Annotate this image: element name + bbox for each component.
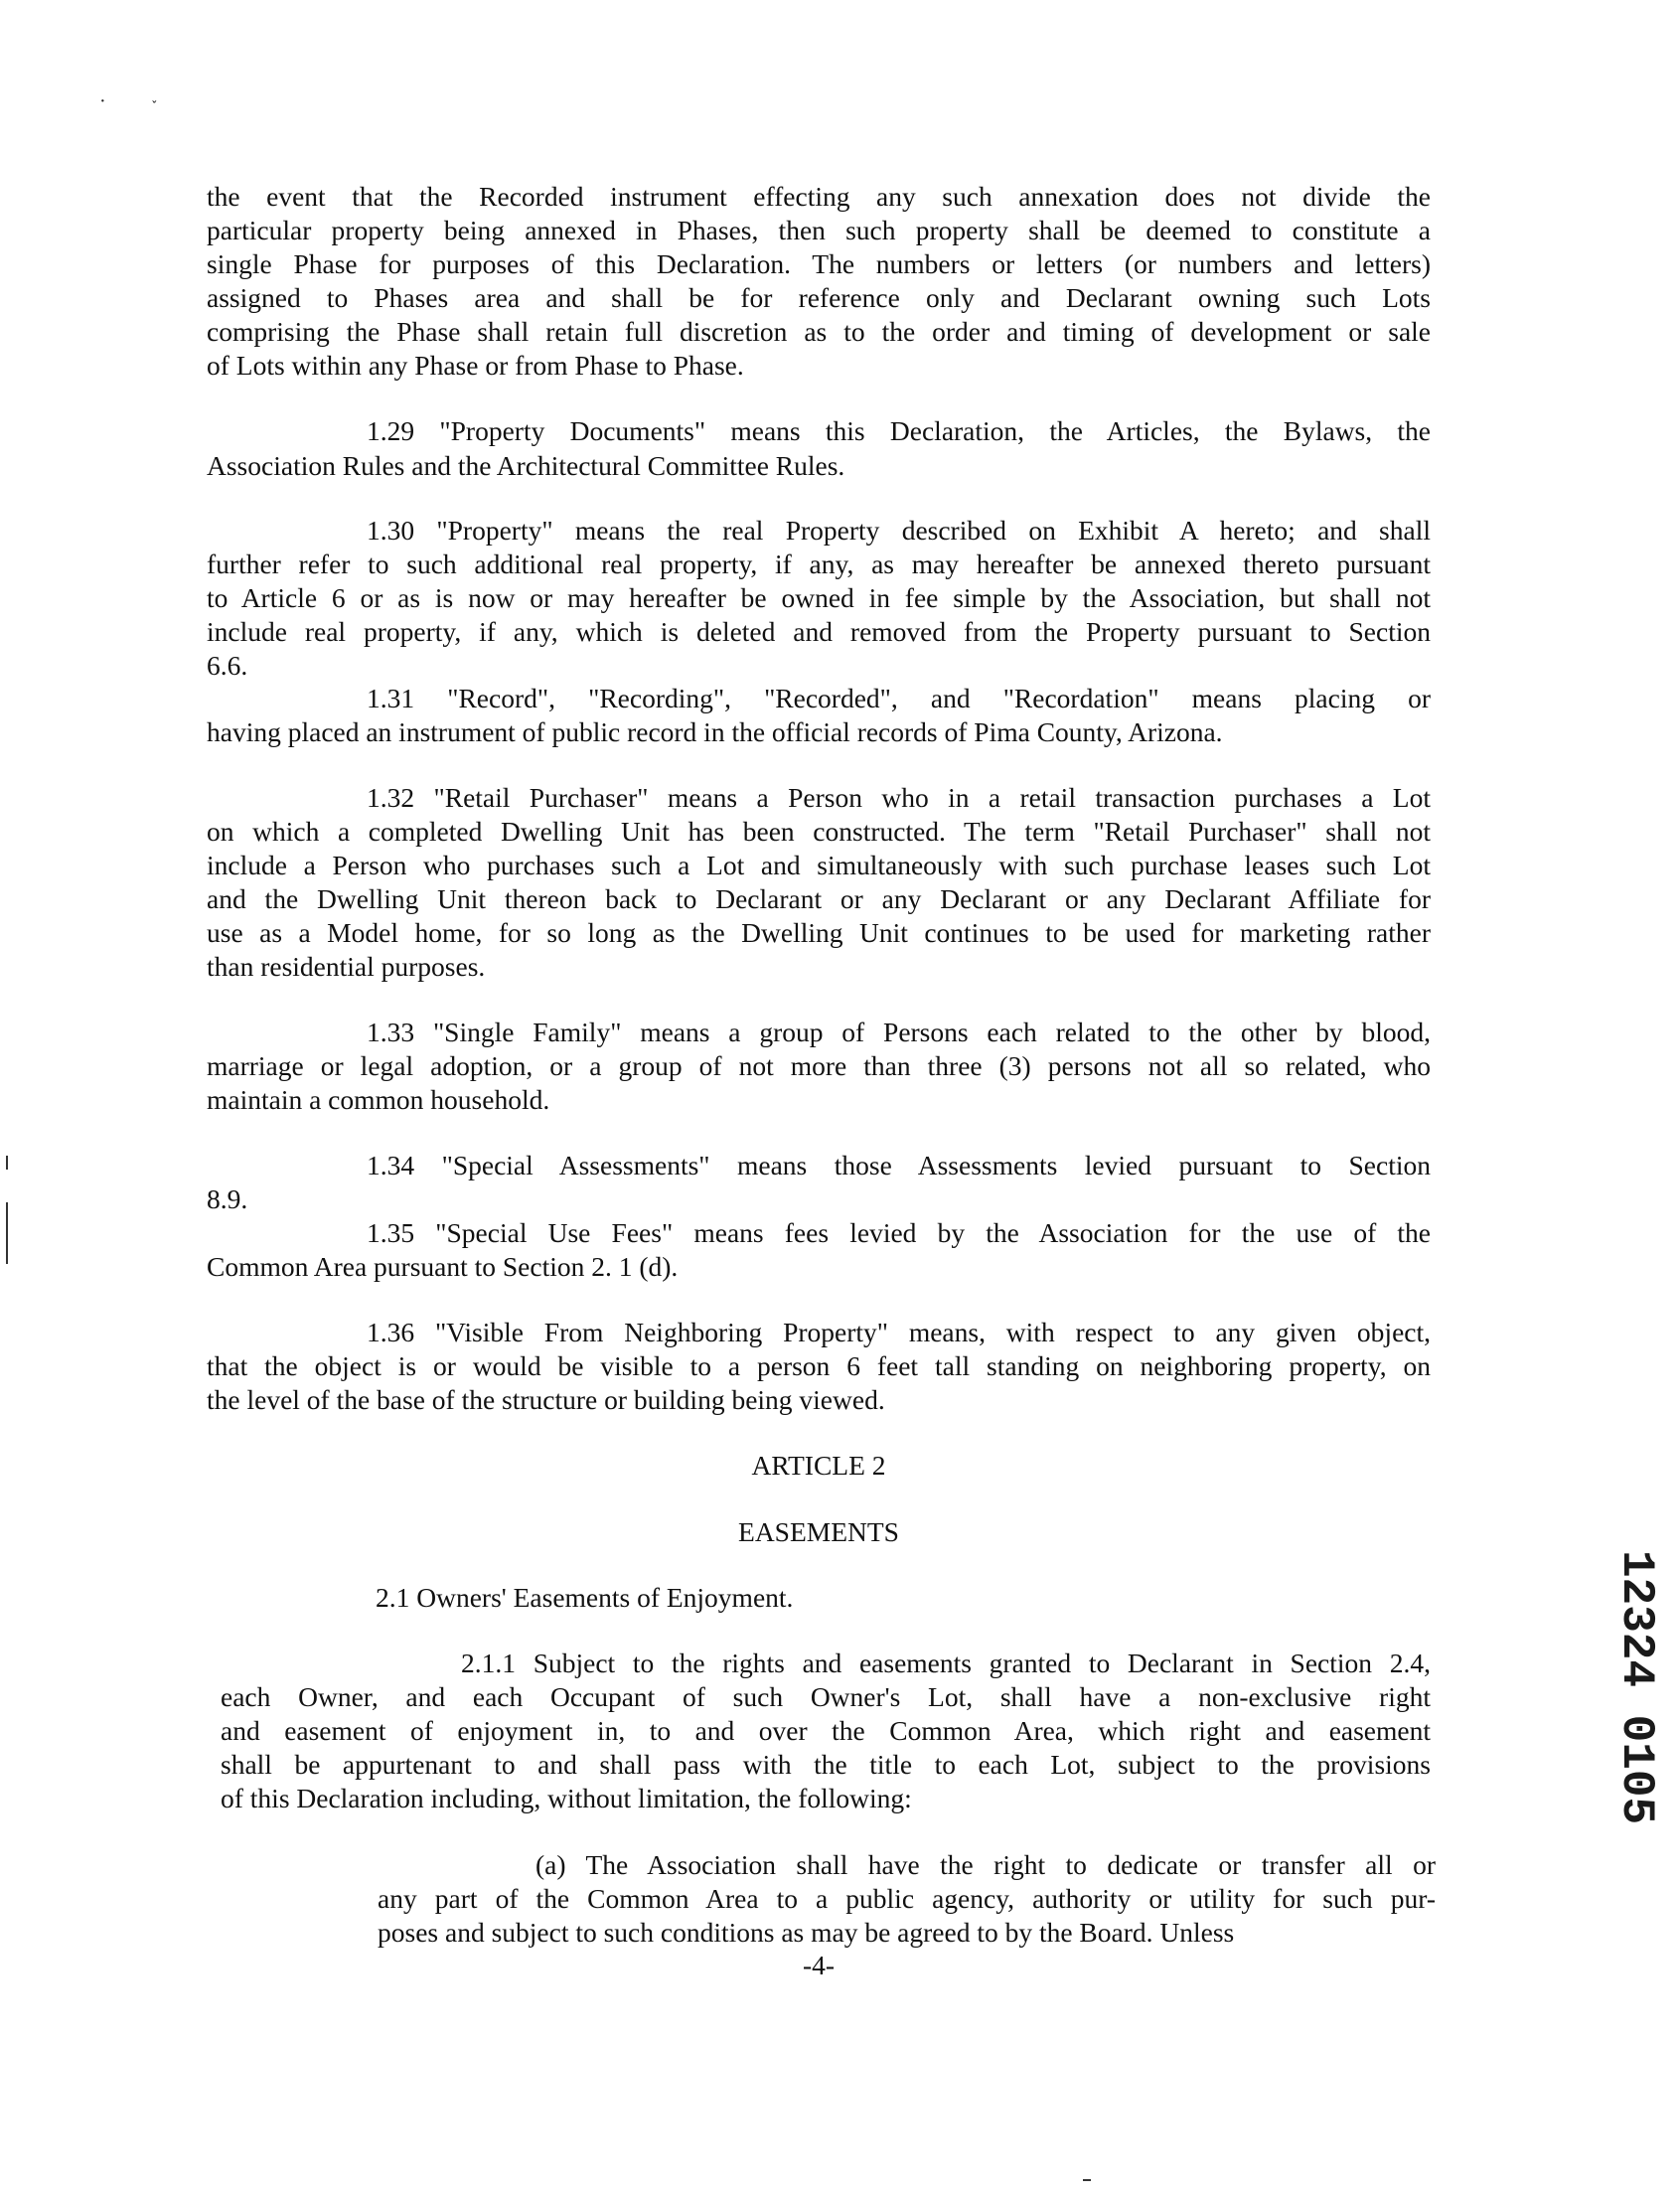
text-line: further refer to such additional real property, if any, as may hereafter be annexed thereto pursuant	[207, 549, 1431, 579]
page-number: -4-	[802, 1950, 836, 1980]
definition-heading: 1.36 "Visible From Neighboring Property" means, with respect to any given object,	[367, 1317, 1431, 1347]
bottom-speck	[1083, 2179, 1091, 2181]
subsection-heading: 2.1.1 Subject to the rights and easements granted to Declarant in Section 2.4,	[461, 1648, 1431, 1678]
definition-heading: 1.30 "Property" means the real Property described on Exhibit A hereto; and shall	[367, 515, 1431, 546]
text-line: comprising the Phase shall retain full discretion as to the order and timing of development or sale	[207, 316, 1431, 347]
text-line: shall be appurtenant to and shall pass with the title to each Lot, subject to the provisions	[221, 1749, 1431, 1780]
text-line: on which a completed Dwelling Unit has been constructed. The term "Retail Purchaser" shall not	[207, 816, 1431, 847]
text-line: and easement of enjoyment in, to and over the Common Area, which right and easement	[221, 1715, 1431, 1746]
text-line: than residential purposes.	[207, 951, 486, 982]
recording-number-stamp: 12324 0105	[1610, 1550, 1662, 1825]
text-line: use as a Model home, for so long as the Dwelling Unit continues to be used for marketing rather	[207, 917, 1431, 948]
scan-speck: ˯	[151, 82, 158, 104]
text-line: each Owner, and each Occupant of such Owner's Lot, shall have a non-exclusive right	[221, 1681, 1431, 1712]
text-line: marriage or legal adoption, or a group of not more than three (3) persons not all so related, who	[207, 1050, 1431, 1081]
definition-heading: 1.33 "Single Family" means a group of Persons each related to the other by blood,	[367, 1017, 1431, 1047]
text-line: 8.9.	[207, 1183, 248, 1214]
text-line: of this Declaration including, without limitation, the following:	[221, 1783, 912, 1813]
text-line: and the Dwelling Unit thereon back to Declarant or any Declarant or any Declarant Affiliate for	[207, 883, 1431, 914]
margin-mark	[6, 1202, 8, 1264]
definition-heading: 1.35 "Special Use Fees" means fees levied by the Association for the use of the	[367, 1217, 1431, 1248]
text-line: that the object is or would be visible to a person 6 feet tall standing on neighboring property, on	[207, 1350, 1431, 1381]
definition-heading: 1.34 "Special Assessments" means those Assessments levied pursuant to Section	[367, 1150, 1431, 1180]
text-line: having placed an instrument of public record in the official records of Pima County, Arizona.	[207, 716, 1223, 747]
list-item-heading: (a) The Association shall have the right to dedicate or transfer all or	[535, 1849, 1436, 1880]
definition-heading: 1.29 "Property Documents" means this Declaration, the Articles, the Bylaws, the	[367, 415, 1431, 446]
definition-heading: 1.32 "Retail Purchaser" means a Person who in a retail transaction purchases a Lot	[367, 782, 1431, 813]
text-line: the event that the Recorded instrument effecting any such annexation does not divide the	[207, 181, 1431, 212]
definition-heading: 1.31 "Record", "Recording", "Recorded", and "Recordation" means placing or	[367, 683, 1431, 713]
section-heading: 2.1 Owners' Easements of Enjoyment.	[376, 1582, 794, 1613]
text-line: particular property being annexed in Phases, then such property shall be deemed to constitute a	[207, 215, 1431, 245]
text-line: single Phase for purposes of this Declaration. The numbers or letters (or numbers and letters)	[207, 248, 1431, 279]
margin-mark	[6, 1156, 8, 1170]
text-line: any part of the Common Area to a public agency, authority or utility for such pur-	[378, 1883, 1436, 1914]
text-line: poses and subject to such conditions as may be agreed to by the Board. Unless	[378, 1917, 1235, 1948]
text-line: include real property, if any, which is deleted and removed from the Property pursuant to Section	[207, 616, 1431, 647]
text-line: Association Rules and the Architectural Committee Rules.	[207, 450, 845, 481]
text-line: include a Person who purchases such a Lot and simultaneously with such purchase leases such Lot	[207, 850, 1431, 880]
text-line: 6.6.	[207, 650, 248, 681]
text-line: assigned to Phases area and shall be for reference only and Declarant owning such Lots	[207, 282, 1431, 313]
text-line: of Lots within any Phase or from Phase to Phase.	[207, 350, 744, 381]
article-title: EASEMENTS	[738, 1516, 899, 1547]
text-line: the level of the base of the structure or building being viewed.	[207, 1384, 885, 1415]
text-line: to Article 6 or as is now or may hereafter be owned in fee simple by the Association, but shall not	[207, 582, 1431, 613]
text-line: Common Area pursuant to Section 2. 1 (d).	[207, 1251, 679, 1282]
text-line: maintain a common household.	[207, 1084, 550, 1115]
article-heading: ARTICLE 2	[751, 1450, 886, 1481]
scan-speck: ·	[99, 90, 106, 112]
